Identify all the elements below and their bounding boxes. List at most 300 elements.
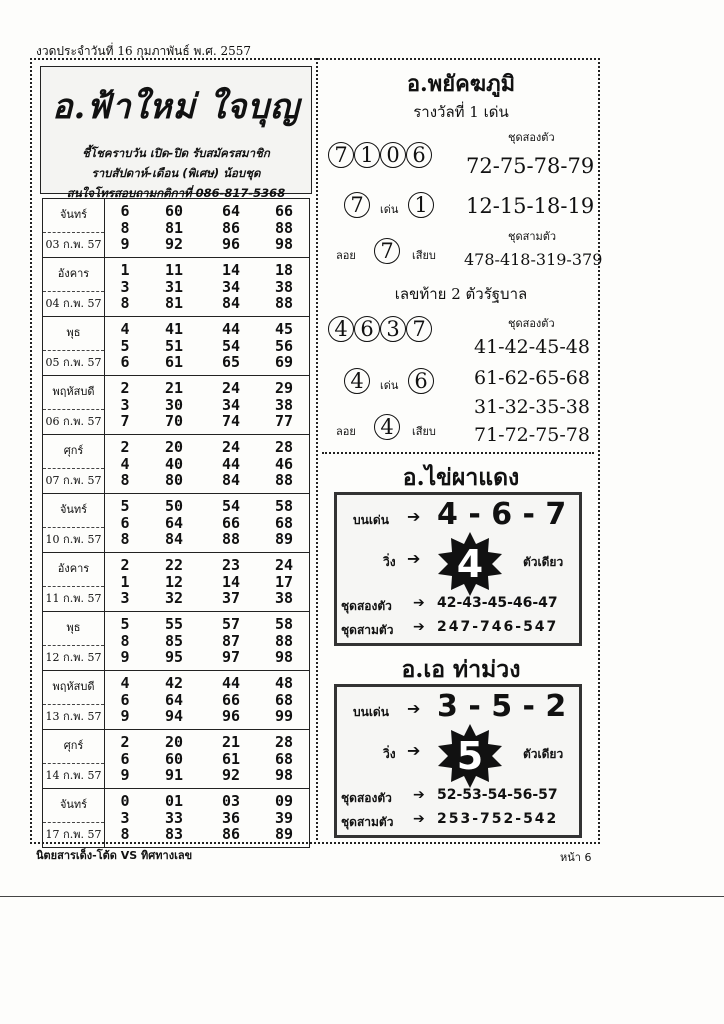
- page-bottom-rule: [0, 896, 724, 897]
- digit-circle: 1: [354, 142, 380, 168]
- number-value: 64: [221, 202, 241, 221]
- number-value: 8: [120, 530, 130, 549]
- number-row: [105, 767, 309, 784]
- box2-two-value: 52-53-54-56-57: [437, 787, 558, 803]
- arrow-icon: ➔: [413, 595, 425, 611]
- number-value: 38: [274, 277, 294, 296]
- number-value: 33: [164, 808, 184, 827]
- number-value: 64: [164, 690, 184, 709]
- day-date: 12 ก.พ. 57: [43, 645, 104, 670]
- day-cell: [43, 730, 105, 789]
- number-value: 24: [221, 379, 241, 398]
- number-value: 30: [164, 395, 184, 414]
- number-value: 20: [164, 733, 184, 752]
- box1-title: อ.ไข่ผาแดง: [402, 464, 520, 491]
- number-value: 54: [221, 336, 241, 355]
- right-top-title: อ.พยัคฆภูมิ: [406, 71, 516, 97]
- day-cell: [43, 553, 105, 612]
- day-name: จันทร์: [59, 503, 88, 516]
- number-value: 83: [164, 825, 184, 844]
- left-info-3: สนใจโทรสอบถามกติกาที่ 086-817-5368: [66, 186, 286, 200]
- number-value: 38: [274, 395, 294, 414]
- number-value: 1: [120, 572, 130, 591]
- day-date: 14 ก.พ. 57: [43, 763, 104, 788]
- number-value: 95: [164, 648, 184, 667]
- box2-run-digit: 5: [456, 734, 484, 778]
- box1-three-value: 247-746-547: [437, 619, 559, 635]
- box2-run-label: วิ่ง: [383, 747, 396, 761]
- number-value: 81: [164, 218, 184, 237]
- number-value: 85: [164, 631, 184, 650]
- number-value: 2: [120, 379, 130, 398]
- number-value: 3: [120, 277, 130, 296]
- number-value: 42: [164, 674, 184, 693]
- box1-top-value: 4 - 6 - 7: [437, 497, 567, 532]
- number-row: [105, 203, 309, 220]
- number-value: 6: [120, 353, 130, 372]
- number-value: 21: [164, 379, 184, 398]
- number-value: 36: [221, 808, 241, 827]
- number-value: 37: [221, 589, 241, 608]
- day-date: 04 ก.พ. 57: [43, 291, 104, 316]
- number-value: 8: [120, 631, 130, 650]
- numbers-cell: [105, 258, 310, 317]
- gov-float-word: ลอย: [336, 425, 356, 438]
- day-date: 13 ก.พ. 57: [43, 704, 104, 729]
- day-date: 03 ก.พ. 57: [43, 232, 104, 257]
- gov-main-b-wrap: [408, 368, 434, 394]
- number-value: 39: [274, 808, 294, 827]
- float-digit: 7: [374, 238, 400, 264]
- main-digit-a: 7: [344, 192, 370, 218]
- number-value: 7: [120, 412, 130, 431]
- number-row: [105, 826, 309, 843]
- number-value: 58: [274, 615, 294, 634]
- number-value: 84: [221, 471, 241, 490]
- arrow-icon: ➔: [413, 811, 425, 827]
- number-value: 58: [274, 497, 294, 516]
- number-value: 0: [120, 792, 130, 811]
- number-value: 38: [274, 589, 294, 608]
- number-value: 66: [274, 202, 294, 221]
- left-title: อ.ฟ้าใหม่ ใจบุญ: [52, 87, 300, 127]
- float-word: ลอย: [336, 249, 356, 262]
- arrow-icon: ➔: [413, 787, 425, 803]
- first-prize-digits: [328, 142, 432, 168]
- footer-magazine: นิตยสารเด็ง-โต้ด VS ทิศทางเลข: [36, 849, 193, 862]
- number-value: 68: [274, 513, 294, 532]
- results-group: [43, 789, 310, 848]
- results-group: [43, 671, 310, 730]
- number-value: 01: [164, 792, 184, 811]
- number-value: 68: [274, 690, 294, 709]
- main-word: เด่น: [380, 203, 399, 216]
- gov-float-wrap: [374, 414, 400, 440]
- number-row: [105, 557, 309, 574]
- number-value: 66: [221, 513, 241, 532]
- number-value: 44: [221, 674, 241, 693]
- column-divider: [316, 58, 318, 840]
- day-name: พุธ: [66, 326, 81, 339]
- number-value: 14: [221, 572, 241, 591]
- set3-values: 478-418-319-379: [464, 250, 603, 269]
- number-value: 64: [164, 513, 184, 532]
- day-name: พุธ: [66, 621, 81, 634]
- numbers-cell: [105, 671, 310, 730]
- number-value: 55: [164, 615, 184, 634]
- arrow-icon: ➔: [407, 741, 421, 760]
- results-group: [43, 553, 310, 612]
- number-value: 70: [164, 412, 184, 431]
- number-value: 60: [164, 749, 184, 768]
- number-value: 03: [221, 792, 241, 811]
- number-value: 98: [274, 235, 294, 254]
- number-value: 8: [120, 825, 130, 844]
- number-row: [105, 262, 309, 279]
- number-row: [105, 413, 309, 430]
- number-value: 86: [221, 825, 241, 844]
- number-row: [105, 338, 309, 355]
- number-value: 8: [120, 471, 130, 490]
- day-cell: [43, 317, 105, 376]
- box1-two-value: 42-43-45-46-47: [437, 595, 558, 611]
- number-value: 60: [164, 202, 184, 221]
- number-value: 5: [120, 336, 130, 355]
- number-value: 56: [274, 336, 294, 355]
- number-value: 29: [274, 379, 294, 398]
- number-value: 28: [274, 438, 294, 457]
- number-value: 92: [164, 235, 184, 254]
- number-value: 97: [221, 648, 241, 667]
- number-value: 5: [120, 615, 130, 634]
- day-date: 11 ก.พ. 57: [43, 586, 104, 611]
- number-row: [105, 236, 309, 253]
- day-name: ศุกร์: [63, 444, 84, 457]
- number-value: 5: [120, 497, 130, 516]
- digit-circle: 0: [380, 142, 406, 168]
- box1-run-label: วิ่ง: [383, 555, 396, 569]
- number-row: [105, 456, 309, 473]
- day-name: อังคาร: [57, 562, 90, 575]
- number-value: 96: [221, 235, 241, 254]
- number-value: 3: [120, 808, 130, 827]
- number-row: [105, 295, 309, 312]
- number-row: [105, 574, 309, 591]
- number-value: 41: [164, 320, 184, 339]
- gov-line-1: 41-42-45-48: [474, 336, 590, 358]
- gov-main-word: เด่น: [380, 379, 399, 392]
- day-name: อังคาร: [57, 267, 90, 280]
- number-value: 9: [120, 766, 130, 785]
- number-value: 84: [164, 530, 184, 549]
- number-value: 88: [274, 631, 294, 650]
- day-cell: [43, 258, 105, 317]
- number-value: 2: [120, 438, 130, 457]
- number-row: [105, 397, 309, 414]
- day-cell: [43, 494, 105, 553]
- number-value: 23: [221, 556, 241, 575]
- number-value: 57: [221, 615, 241, 634]
- number-row: [105, 751, 309, 768]
- left-title-box: [40, 66, 312, 200]
- results-group: [43, 317, 310, 376]
- number-value: 6: [120, 513, 130, 532]
- number-value: 61: [164, 353, 184, 372]
- arrow-icon: ➔: [407, 699, 421, 718]
- number-value: 88: [274, 471, 294, 490]
- number-row: [105, 793, 309, 810]
- numbers-cell: [105, 553, 310, 612]
- box1-two-label: ชุดสองตัว: [341, 599, 392, 613]
- gov-line-3: 31-32-35-38: [474, 396, 590, 418]
- gov-digits: [328, 316, 432, 342]
- number-value: 89: [274, 825, 294, 844]
- starburst-icon: [437, 531, 503, 597]
- box2-two-label: ชุดสองตัว: [341, 791, 392, 805]
- box2-three-label: ชุดสามตัว: [341, 815, 394, 829]
- section-separator: [322, 452, 594, 454]
- number-value: 48: [274, 674, 294, 693]
- day-name: จันทร์: [59, 208, 88, 221]
- number-value: 40: [164, 454, 184, 473]
- results-group: [43, 199, 310, 258]
- number-row: [105, 279, 309, 296]
- box1-run-digit: 4: [456, 542, 484, 586]
- number-value: 32: [164, 589, 184, 608]
- day-cell: [43, 199, 105, 258]
- set2-values: 72-75-78-79: [466, 154, 595, 178]
- main-digit-b: 1: [408, 192, 434, 218]
- gov-main-a: 4: [344, 368, 370, 394]
- number-row: [105, 708, 309, 725]
- numbers-cell: [105, 494, 310, 553]
- results-group: [43, 612, 310, 671]
- number-value: 22: [164, 556, 184, 575]
- number-value: 14: [221, 261, 241, 280]
- number-value: 80: [164, 471, 184, 490]
- day-date: 05 ก.พ. 57: [43, 350, 104, 375]
- number-value: 17: [274, 572, 294, 591]
- numbers-cell: [105, 317, 310, 376]
- number-value: 6: [120, 202, 130, 221]
- gov-main-b: 6: [408, 368, 434, 394]
- day-date: 07 ก.พ. 57: [43, 468, 104, 493]
- results-group: [43, 376, 310, 435]
- number-row: [105, 633, 309, 650]
- number-row: [105, 439, 309, 456]
- number-row: [105, 472, 309, 489]
- set3-label: ชุดสามตัว: [508, 230, 557, 243]
- set2b-values: 12-15-18-19: [466, 194, 595, 218]
- number-value: 69: [274, 353, 294, 372]
- number-value: 45: [274, 320, 294, 339]
- number-value: 77: [274, 412, 294, 431]
- number-row: [105, 590, 309, 607]
- number-value: 98: [274, 766, 294, 785]
- number-row: [105, 220, 309, 237]
- number-value: 6: [120, 690, 130, 709]
- number-value: 3: [120, 395, 130, 414]
- day-date: 17 ก.พ. 57: [43, 822, 104, 847]
- gov-line-4: 71-72-75-78: [474, 424, 590, 446]
- number-value: 09: [274, 792, 294, 811]
- number-row: [105, 734, 309, 751]
- number-value: 74: [221, 412, 241, 431]
- day-name: พฤหัสบดี: [52, 680, 95, 693]
- box2-top-value: 3 - 5 - 2: [437, 689, 567, 724]
- number-row: [105, 531, 309, 548]
- gov-set-label: ชุดสองตัว: [508, 317, 555, 330]
- number-value: 84: [221, 294, 241, 313]
- number-value: 2: [120, 733, 130, 752]
- number-value: 6: [120, 749, 130, 768]
- day-cell: [43, 435, 105, 494]
- gov-main-a-wrap: [344, 368, 370, 394]
- box1-single-label: ตัวเดียว: [523, 555, 564, 569]
- number-value: 8: [120, 294, 130, 313]
- page-number: หน้า 6: [560, 851, 592, 864]
- results-group: [43, 435, 310, 494]
- number-value: 11: [164, 261, 184, 280]
- number-value: 65: [221, 353, 241, 372]
- number-value: 21: [221, 733, 241, 752]
- day-cell: [43, 376, 105, 435]
- number-value: 9: [120, 235, 130, 254]
- numbers-cell: [105, 612, 310, 671]
- arrow-icon: ➔: [407, 549, 421, 568]
- number-value: 4: [120, 674, 130, 693]
- arrow-icon: ➔: [407, 507, 421, 526]
- digit-circle: 6: [406, 142, 432, 168]
- arrow-icon: ➔: [413, 619, 425, 635]
- number-value: 46: [274, 454, 294, 473]
- number-value: 34: [221, 395, 241, 414]
- number-value: 24: [274, 556, 294, 575]
- number-value: 54: [221, 497, 241, 516]
- box2: [334, 684, 582, 838]
- numbers-cell: [105, 199, 310, 258]
- number-value: 20: [164, 438, 184, 457]
- left-info-2: ราบสัปดาห์-เดือน (พิเศษ) น้อบชุด: [91, 166, 261, 180]
- main-digit-b-wrap: [408, 192, 434, 218]
- day-cell: [43, 789, 105, 848]
- main-digit-a-wrap: [344, 192, 370, 218]
- first-prize-subtitle: รางวัลที่ 1 เด่น: [413, 103, 509, 121]
- day-name: จันทร์: [59, 798, 88, 811]
- number-row: [105, 515, 309, 532]
- float-digit-wrap: [374, 238, 400, 264]
- number-value: 44: [221, 454, 241, 473]
- number-value: 12: [164, 572, 184, 591]
- day-date: 06 ก.พ. 57: [43, 409, 104, 434]
- number-value: 61: [221, 749, 241, 768]
- number-value: 87: [221, 631, 241, 650]
- number-row: [105, 354, 309, 371]
- results-group: [43, 730, 310, 789]
- numbers-cell: [105, 376, 310, 435]
- numbers-cell: [105, 730, 310, 789]
- gov-digit-circle: 6: [354, 316, 380, 342]
- number-row: [105, 498, 309, 515]
- number-value: 24: [221, 438, 241, 457]
- number-value: 4: [120, 454, 130, 473]
- number-value: 2: [120, 556, 130, 575]
- gov-side-word: เสียบ: [412, 425, 436, 438]
- number-value: 96: [221, 707, 241, 726]
- gov-float-digit: 4: [374, 414, 400, 440]
- number-row: [105, 380, 309, 397]
- number-value: 88: [274, 294, 294, 313]
- number-value: 28: [274, 733, 294, 752]
- number-value: 91: [164, 766, 184, 785]
- number-value: 34: [221, 277, 241, 296]
- number-value: 89: [274, 530, 294, 549]
- box1-top-label: บนเด่น: [353, 513, 389, 527]
- number-value: 86: [221, 218, 241, 237]
- gov-line-2: 61-62-65-68: [474, 367, 590, 389]
- number-value: 31: [164, 277, 184, 296]
- gov-digit-circle: 4: [328, 316, 354, 342]
- results-table: [42, 198, 310, 848]
- day-name: ศุกร์: [63, 739, 84, 752]
- number-value: 98: [274, 648, 294, 667]
- number-value: 99: [274, 707, 294, 726]
- number-row: [105, 675, 309, 692]
- number-value: 94: [164, 707, 184, 726]
- number-row: [105, 810, 309, 827]
- number-row: [105, 692, 309, 709]
- gov-title: เลขท้าย 2 ตัวรัฐบาล: [394, 285, 528, 303]
- day-cell: [43, 612, 105, 671]
- number-value: 8: [120, 218, 130, 237]
- number-value: 88: [274, 218, 294, 237]
- number-row: [105, 321, 309, 338]
- number-row: [105, 649, 309, 666]
- day-date: 10 ก.พ. 57: [43, 527, 104, 552]
- digit-circle: 7: [328, 142, 354, 168]
- number-value: 92: [221, 766, 241, 785]
- number-value: 1: [120, 261, 130, 280]
- number-value: 81: [164, 294, 184, 313]
- box2-title: อ.เอ ท่าม่วง: [401, 656, 521, 683]
- results-group: [43, 258, 310, 317]
- number-value: 51: [164, 336, 184, 355]
- number-value: 9: [120, 648, 130, 667]
- results-group: [43, 494, 310, 553]
- day-name: พฤหัสบดี: [52, 385, 95, 398]
- number-value: 18: [274, 261, 294, 280]
- number-value: 44: [221, 320, 241, 339]
- box2-single-label: ตัวเดียว: [523, 747, 564, 761]
- issue-date: งวดประจำวันที่ 16 กุมภาพันธ์ พ.ศ. 2557: [36, 44, 252, 58]
- side-word: เสียบ: [412, 249, 436, 262]
- box2-top-label: บนเด่น: [353, 705, 389, 719]
- number-value: 9: [120, 707, 130, 726]
- gov-digit-circle: 3: [380, 316, 406, 342]
- number-value: 66: [221, 690, 241, 709]
- gov-digit-circle: 7: [406, 316, 432, 342]
- numbers-cell: [105, 435, 310, 494]
- number-value: 4: [120, 320, 130, 339]
- number-value: 50: [164, 497, 184, 516]
- starburst-icon: [437, 723, 503, 789]
- day-cell: [43, 671, 105, 730]
- number-value: 68: [274, 749, 294, 768]
- set2-label: ชุดสองตัว: [508, 131, 555, 144]
- left-info-1: ชี้โชคราบวัน เปิด-ปิด รับสมัครสมาชิก: [82, 146, 270, 160]
- number-value: 3: [120, 589, 130, 608]
- numbers-cell: [105, 789, 310, 848]
